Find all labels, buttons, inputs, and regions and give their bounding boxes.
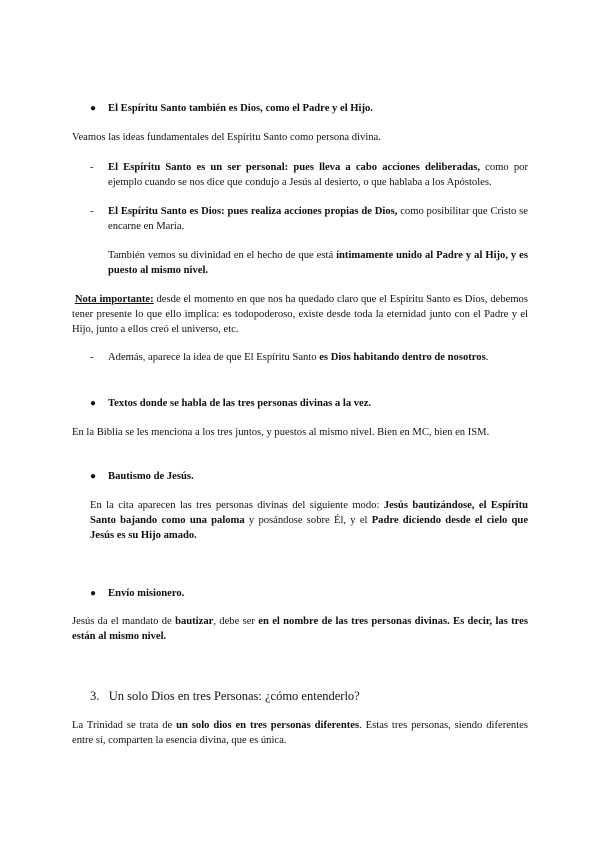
- paragraph-bold: Padre diciendo desde el cielo que Jesús es su Hijo amado.: [90, 515, 529, 541]
- note-text: desde el momento en que nos ha quedado claro que el Espíritu Santo es Dios, debemos tener presente lo que ello implica: es todopoderoso, existe desde toda la eternidad junto con el Padre y el Hijo, junto a ellos creó el universo, etc.: [72, 294, 528, 335]
- list-item-habitando: [108, 350, 528, 365]
- dash-icon: -: [90, 162, 94, 173]
- note-label: Nota importante:: [74, 294, 154, 305]
- bullet-icon: ●: [90, 588, 97, 599]
- paragraph-bold: bautizar: [175, 616, 214, 627]
- paragraph-text: , debe ser: [213, 616, 259, 627]
- dash-icon: -: [90, 206, 94, 217]
- list-item-bold: El Espíritu Santo es Dios: pues realiza acciones propias de Dios,: [108, 206, 398, 217]
- bullet-icon: ●: [90, 398, 97, 409]
- list-item-bold: El Espíritu Santo es un ser personal: pues lleva a cabo acciones deliberadas,: [108, 162, 481, 173]
- paragraph-text: La Trinidad se trata de: [72, 720, 177, 731]
- list-item-text: como posibilitar que Cristo se encarne en María.: [108, 206, 528, 232]
- paragraph-text: . Estas tres personas, siendo diferentes entre sí, comparten la esencia divina, que es única.: [72, 720, 528, 746]
- bautismo-paragraph: [90, 498, 528, 543]
- paragraph-text: También vemos su divinidad en el hecho de que está: [108, 250, 337, 261]
- section-heading-espiritu-santo: El Espíritu Santo también es Dios, como el Padre y el Hijo.: [108, 103, 373, 114]
- section-heading-un-solo-dios: 3. Un solo Dios en tres Personas: ¿cómo entenderlo?: [90, 689, 360, 703]
- trinidad-paragraph: [72, 718, 528, 748]
- paragraph-bold: en el nombre de las tres personas divinas. Es decir, las tres están al mismo nivel.: [72, 616, 529, 642]
- section-intro: En la Biblia se les menciona a los tres juntos, y puestos al mismo nivel. Bien en MC, bien en ISM.: [72, 427, 490, 438]
- dash-icon: -: [90, 352, 94, 363]
- paragraph-text: Jesús da el mandato de: [72, 616, 176, 627]
- list-item-es-dios: [108, 204, 528, 234]
- note-paragraph: [72, 292, 528, 337]
- paragraph-bold: un solo dios en tres personas diferentes: [176, 720, 360, 731]
- paragraph-bold: íntimamente unido al Padre y al Hijo, y es puesto al mismo nivel.: [108, 250, 528, 276]
- list-item-ser-personal: [108, 160, 528, 190]
- paragraph-text: En la cita aparecen las tres personas divinas del siguiente modo:: [90, 500, 384, 511]
- section-heading-textos: Textos donde se habla de las tres personas divinas a la vez.: [108, 398, 372, 409]
- envio-paragraph: [72, 614, 528, 644]
- paragraph-bold: Jesús bautizándose, el Espíritu Santo bajando como una paloma: [90, 500, 529, 526]
- bullet-icon: ●: [90, 103, 97, 114]
- subheading-bautismo: Bautismo de Jesús.: [108, 471, 194, 482]
- list-item-extra-paragraph: [108, 248, 528, 278]
- list-item-end: .: [485, 352, 489, 363]
- section-intro: Veamos las ideas fundamentales del Espíritu Santo como persona divina.: [72, 132, 381, 143]
- subheading-envio: Envío misionero.: [108, 588, 185, 599]
- list-item-text: Además, aparece la idea de que El Espíritu Santo: [108, 352, 320, 363]
- list-item-text: como por ejemplo cuando se nos dice que condujo a Jesús al desierto, o que hablaba a los Apóstoles.: [108, 162, 528, 188]
- paragraph-text: y posándose sobre Él, y el: [244, 515, 372, 526]
- list-item-bold: es Dios habitando dentro de nosotros: [319, 352, 486, 363]
- bullet-icon: ●: [90, 471, 97, 482]
